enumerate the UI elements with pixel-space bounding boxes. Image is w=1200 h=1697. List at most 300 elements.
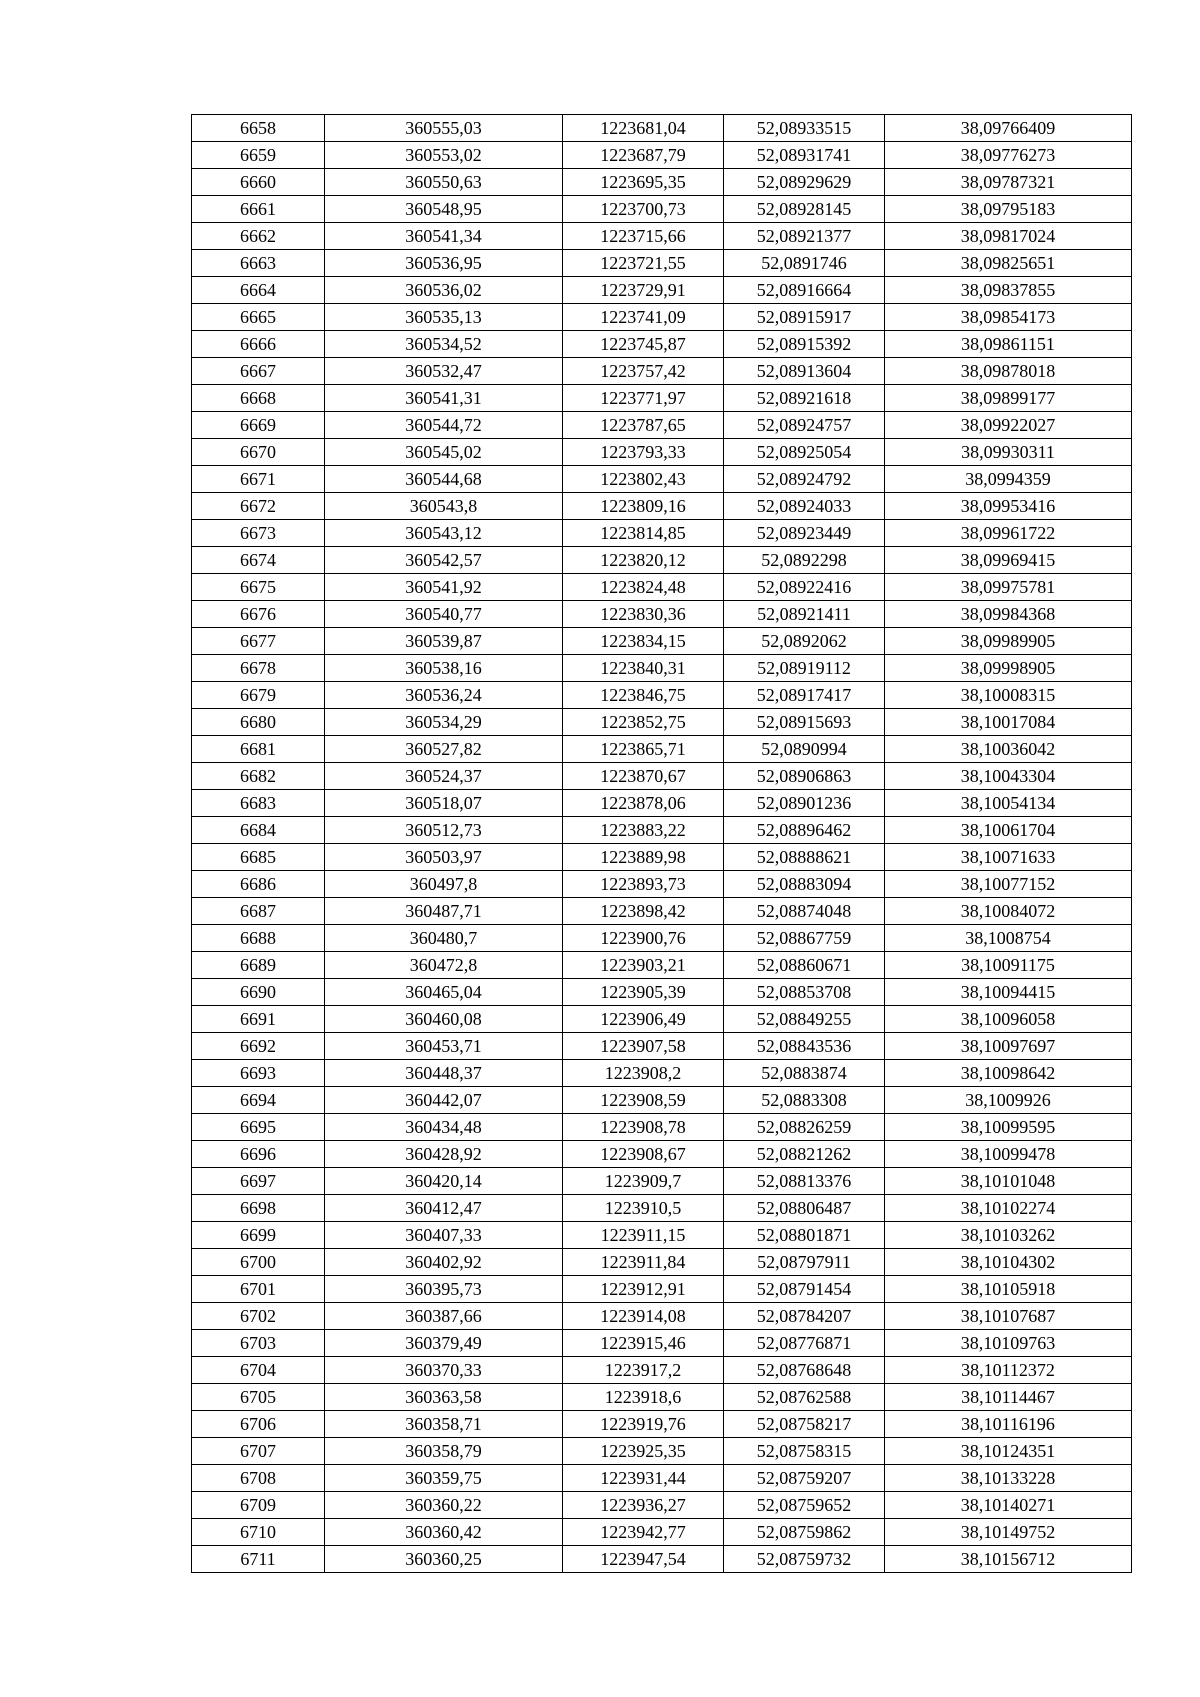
- x-coordinate-cell: 360465,04: [325, 979, 563, 1006]
- latitude-cell: 52,0892062: [724, 628, 885, 655]
- point-number-cell: 6681: [192, 736, 325, 763]
- x-coordinate-cell: 360541,34: [325, 223, 563, 250]
- longitude-cell: 38,10149752: [885, 1519, 1132, 1546]
- latitude-cell: 52,08922416: [724, 574, 885, 601]
- x-coordinate-cell: 360543,12: [325, 520, 563, 547]
- longitude-cell: 38,10096058: [885, 1006, 1132, 1033]
- x-coordinate-cell: 360360,22: [325, 1492, 563, 1519]
- point-number-cell: 6678: [192, 655, 325, 682]
- point-number-cell: 6680: [192, 709, 325, 736]
- x-coordinate-cell: 360536,24: [325, 682, 563, 709]
- point-number-cell: 6696: [192, 1141, 325, 1168]
- longitude-cell: 38,10094415: [885, 979, 1132, 1006]
- point-number-cell: 6664: [192, 277, 325, 304]
- longitude-cell: 38,10140271: [885, 1492, 1132, 1519]
- longitude-cell: 38,09766409: [885, 115, 1132, 142]
- y-coordinate-cell: 1223925,35: [563, 1438, 724, 1465]
- x-coordinate-cell: 360553,02: [325, 142, 563, 169]
- longitude-cell: 38,10071633: [885, 844, 1132, 871]
- x-coordinate-cell: 360480,7: [325, 925, 563, 952]
- point-number-cell: 6703: [192, 1330, 325, 1357]
- latitude-cell: 52,0890994: [724, 736, 885, 763]
- point-number-cell: 6695: [192, 1114, 325, 1141]
- latitude-cell: 52,08924792: [724, 466, 885, 493]
- y-coordinate-cell: 1223931,44: [563, 1465, 724, 1492]
- longitude-cell: 38,09930311: [885, 439, 1132, 466]
- point-number-cell: 6660: [192, 169, 325, 196]
- table-row: [192, 358, 1132, 385]
- longitude-cell: 38,09922027: [885, 412, 1132, 439]
- x-coordinate-cell: 360550,63: [325, 169, 563, 196]
- point-number-cell: 6689: [192, 952, 325, 979]
- x-coordinate-cell: 360402,92: [325, 1249, 563, 1276]
- y-coordinate-cell: 1223830,36: [563, 601, 724, 628]
- y-coordinate-cell: 1223865,71: [563, 736, 724, 763]
- point-number-cell: 6686: [192, 871, 325, 898]
- longitude-cell: 38,09998905: [885, 655, 1132, 682]
- longitude-cell: 38,10054134: [885, 790, 1132, 817]
- y-coordinate-cell: 1223883,22: [563, 817, 724, 844]
- x-coordinate-cell: 360370,33: [325, 1357, 563, 1384]
- y-coordinate-cell: 1223687,79: [563, 142, 724, 169]
- table-row: [192, 574, 1132, 601]
- latitude-cell: 52,08929629: [724, 169, 885, 196]
- latitude-cell: 52,08916664: [724, 277, 885, 304]
- table-row: [192, 1276, 1132, 1303]
- longitude-cell: 38,09969415: [885, 547, 1132, 574]
- table-row: [192, 1033, 1132, 1060]
- longitude-cell: 38,1009926: [885, 1087, 1132, 1114]
- point-number-cell: 6707: [192, 1438, 325, 1465]
- x-coordinate-cell: 360545,02: [325, 439, 563, 466]
- y-coordinate-cell: 1223840,31: [563, 655, 724, 682]
- x-coordinate-cell: 360448,37: [325, 1060, 563, 1087]
- latitude-cell: 52,08801871: [724, 1222, 885, 1249]
- y-coordinate-cell: 1223745,87: [563, 331, 724, 358]
- latitude-cell: 52,08924757: [724, 412, 885, 439]
- table-row: [192, 277, 1132, 304]
- y-coordinate-cell: 1223947,54: [563, 1546, 724, 1573]
- y-coordinate-cell: 1223729,91: [563, 277, 724, 304]
- longitude-cell: 38,10017084: [885, 709, 1132, 736]
- x-coordinate-cell: 360387,66: [325, 1303, 563, 1330]
- table-row: [192, 1546, 1132, 1573]
- y-coordinate-cell: 1223905,39: [563, 979, 724, 1006]
- coordinates-table: [191, 114, 1132, 1573]
- point-number-cell: 6663: [192, 250, 325, 277]
- x-coordinate-cell: 360358,71: [325, 1411, 563, 1438]
- x-coordinate-cell: 360434,48: [325, 1114, 563, 1141]
- table-row: [192, 304, 1132, 331]
- longitude-cell: 38,10101048: [885, 1168, 1132, 1195]
- longitude-cell: 38,09953416: [885, 493, 1132, 520]
- y-coordinate-cell: 1223846,75: [563, 682, 724, 709]
- latitude-cell: 52,08791454: [724, 1276, 885, 1303]
- y-coordinate-cell: 1223809,16: [563, 493, 724, 520]
- x-coordinate-cell: 360428,92: [325, 1141, 563, 1168]
- latitude-cell: 52,08860671: [724, 952, 885, 979]
- y-coordinate-cell: 1223942,77: [563, 1519, 724, 1546]
- latitude-cell: 52,08758217: [724, 1411, 885, 1438]
- y-coordinate-cell: 1223681,04: [563, 115, 724, 142]
- point-number-cell: 6677: [192, 628, 325, 655]
- point-number-cell: 6711: [192, 1546, 325, 1573]
- latitude-cell: 52,0883308: [724, 1087, 885, 1114]
- x-coordinate-cell: 360543,8: [325, 493, 563, 520]
- latitude-cell: 52,08913604: [724, 358, 885, 385]
- latitude-cell: 52,08924033: [724, 493, 885, 520]
- longitude-cell: 38,09975781: [885, 574, 1132, 601]
- latitude-cell: 52,0883874: [724, 1060, 885, 1087]
- x-coordinate-cell: 360534,52: [325, 331, 563, 358]
- table-row: [192, 1195, 1132, 1222]
- longitude-cell: 38,09899177: [885, 385, 1132, 412]
- latitude-cell: 52,08797911: [724, 1249, 885, 1276]
- longitude-cell: 38,0994359: [885, 466, 1132, 493]
- y-coordinate-cell: 1223741,09: [563, 304, 724, 331]
- point-number-cell: 6665: [192, 304, 325, 331]
- y-coordinate-cell: 1223911,84: [563, 1249, 724, 1276]
- y-coordinate-cell: 1223870,67: [563, 763, 724, 790]
- table-row: [192, 115, 1132, 142]
- point-number-cell: 6693: [192, 1060, 325, 1087]
- x-coordinate-cell: 360527,82: [325, 736, 563, 763]
- coordinates-table-body: [192, 115, 1132, 1573]
- longitude-cell: 38,09837855: [885, 277, 1132, 304]
- y-coordinate-cell: 1223695,35: [563, 169, 724, 196]
- latitude-cell: 52,08925054: [724, 439, 885, 466]
- y-coordinate-cell: 1223900,76: [563, 925, 724, 952]
- table-row: [192, 763, 1132, 790]
- point-number-cell: 6683: [192, 790, 325, 817]
- latitude-cell: 52,08758315: [724, 1438, 885, 1465]
- table-row: [192, 466, 1132, 493]
- table-row: [192, 898, 1132, 925]
- x-coordinate-cell: 360412,47: [325, 1195, 563, 1222]
- point-number-cell: 6685: [192, 844, 325, 871]
- latitude-cell: 52,08917417: [724, 682, 885, 709]
- table-row: [192, 1168, 1132, 1195]
- longitude-cell: 38,10091175: [885, 952, 1132, 979]
- latitude-cell: 52,08813376: [724, 1168, 885, 1195]
- y-coordinate-cell: 1223852,75: [563, 709, 724, 736]
- table-row: [192, 547, 1132, 574]
- x-coordinate-cell: 360359,75: [325, 1465, 563, 1492]
- longitude-cell: 38,10099595: [885, 1114, 1132, 1141]
- latitude-cell: 52,08906863: [724, 763, 885, 790]
- x-coordinate-cell: 360536,95: [325, 250, 563, 277]
- y-coordinate-cell: 1223814,85: [563, 520, 724, 547]
- longitude-cell: 38,10084072: [885, 898, 1132, 925]
- table-row: [192, 1465, 1132, 1492]
- table-row: [192, 412, 1132, 439]
- y-coordinate-cell: 1223793,33: [563, 439, 724, 466]
- point-number-cell: 6705: [192, 1384, 325, 1411]
- table-row: [192, 1087, 1132, 1114]
- table-row: [192, 493, 1132, 520]
- latitude-cell: 52,08933515: [724, 115, 885, 142]
- x-coordinate-cell: 360358,79: [325, 1438, 563, 1465]
- latitude-cell: 52,08923449: [724, 520, 885, 547]
- latitude-cell: 52,08874048: [724, 898, 885, 925]
- table-row: [192, 169, 1132, 196]
- longitude-cell: 38,09861151: [885, 331, 1132, 358]
- y-coordinate-cell: 1223889,98: [563, 844, 724, 871]
- latitude-cell: 52,08883094: [724, 871, 885, 898]
- x-coordinate-cell: 360442,07: [325, 1087, 563, 1114]
- table-row: [192, 1438, 1132, 1465]
- y-coordinate-cell: 1223918,6: [563, 1384, 724, 1411]
- latitude-cell: 52,0892298: [724, 547, 885, 574]
- x-coordinate-cell: 360360,42: [325, 1519, 563, 1546]
- table-row: [192, 1519, 1132, 1546]
- table-row: [192, 628, 1132, 655]
- table-row: [192, 871, 1132, 898]
- y-coordinate-cell: 1223917,2: [563, 1357, 724, 1384]
- table-row: [192, 520, 1132, 547]
- table-row: [192, 1492, 1132, 1519]
- table-row: [192, 844, 1132, 871]
- longitude-cell: 38,09817024: [885, 223, 1132, 250]
- latitude-cell: 52,08915392: [724, 331, 885, 358]
- longitude-cell: 38,09984368: [885, 601, 1132, 628]
- y-coordinate-cell: 1223802,43: [563, 466, 724, 493]
- latitude-cell: 52,08759207: [724, 1465, 885, 1492]
- x-coordinate-cell: 360360,25: [325, 1546, 563, 1573]
- y-coordinate-cell: 1223919,76: [563, 1411, 724, 1438]
- longitude-cell: 38,10036042: [885, 736, 1132, 763]
- y-coordinate-cell: 1223721,55: [563, 250, 724, 277]
- longitude-cell: 38,10133228: [885, 1465, 1132, 1492]
- point-number-cell: 6668: [192, 385, 325, 412]
- y-coordinate-cell: 1223757,42: [563, 358, 724, 385]
- table-row: [192, 1141, 1132, 1168]
- table-row: [192, 736, 1132, 763]
- table-row: [192, 1222, 1132, 1249]
- longitude-cell: 38,09854173: [885, 304, 1132, 331]
- latitude-cell: 52,08759652: [724, 1492, 885, 1519]
- table-row: [192, 1384, 1132, 1411]
- y-coordinate-cell: 1223820,12: [563, 547, 724, 574]
- x-coordinate-cell: 360407,33: [325, 1222, 563, 1249]
- longitude-cell: 38,10112372: [885, 1357, 1132, 1384]
- longitude-cell: 38,10107687: [885, 1303, 1132, 1330]
- point-number-cell: 6659: [192, 142, 325, 169]
- latitude-cell: 52,08867759: [724, 925, 885, 952]
- x-coordinate-cell: 360487,71: [325, 898, 563, 925]
- y-coordinate-cell: 1223907,58: [563, 1033, 724, 1060]
- point-number-cell: 6666: [192, 331, 325, 358]
- longitude-cell: 38,1008754: [885, 925, 1132, 952]
- point-number-cell: 6706: [192, 1411, 325, 1438]
- table-row: [192, 1249, 1132, 1276]
- y-coordinate-cell: 1223903,21: [563, 952, 724, 979]
- x-coordinate-cell: 360541,92: [325, 574, 563, 601]
- y-coordinate-cell: 1223911,15: [563, 1222, 724, 1249]
- x-coordinate-cell: 360379,49: [325, 1330, 563, 1357]
- point-number-cell: 6694: [192, 1087, 325, 1114]
- latitude-cell: 52,08921377: [724, 223, 885, 250]
- point-number-cell: 6682: [192, 763, 325, 790]
- point-number-cell: 6700: [192, 1249, 325, 1276]
- table-row: [192, 952, 1132, 979]
- point-number-cell: 6701: [192, 1276, 325, 1303]
- latitude-cell: 52,08826259: [724, 1114, 885, 1141]
- table-row: [192, 925, 1132, 952]
- table-row: [192, 1060, 1132, 1087]
- longitude-cell: 38,10097697: [885, 1033, 1132, 1060]
- latitude-cell: 52,08762588: [724, 1384, 885, 1411]
- point-number-cell: 6687: [192, 898, 325, 925]
- point-number-cell: 6702: [192, 1303, 325, 1330]
- table-row: [192, 250, 1132, 277]
- table-row: [192, 142, 1132, 169]
- x-coordinate-cell: 360512,73: [325, 817, 563, 844]
- y-coordinate-cell: 1223908,59: [563, 1087, 724, 1114]
- point-number-cell: 6697: [192, 1168, 325, 1195]
- longitude-cell: 38,09795183: [885, 196, 1132, 223]
- latitude-cell: 52,08776871: [724, 1330, 885, 1357]
- x-coordinate-cell: 360538,16: [325, 655, 563, 682]
- latitude-cell: 52,08784207: [724, 1303, 885, 1330]
- point-number-cell: 6709: [192, 1492, 325, 1519]
- x-coordinate-cell: 360541,31: [325, 385, 563, 412]
- x-coordinate-cell: 360460,08: [325, 1006, 563, 1033]
- y-coordinate-cell: 1223914,08: [563, 1303, 724, 1330]
- table-row: [192, 655, 1132, 682]
- y-coordinate-cell: 1223912,91: [563, 1276, 724, 1303]
- x-coordinate-cell: 360535,13: [325, 304, 563, 331]
- point-number-cell: 6676: [192, 601, 325, 628]
- point-number-cell: 6690: [192, 979, 325, 1006]
- x-coordinate-cell: 360555,03: [325, 115, 563, 142]
- table-row: [192, 385, 1132, 412]
- latitude-cell: 52,08901236: [724, 790, 885, 817]
- x-coordinate-cell: 360524,37: [325, 763, 563, 790]
- y-coordinate-cell: 1223700,73: [563, 196, 724, 223]
- latitude-cell: 52,08896462: [724, 817, 885, 844]
- x-coordinate-cell: 360544,68: [325, 466, 563, 493]
- table-row: [192, 790, 1132, 817]
- latitude-cell: 52,08921618: [724, 385, 885, 412]
- point-number-cell: 6692: [192, 1033, 325, 1060]
- x-coordinate-cell: 360548,95: [325, 196, 563, 223]
- longitude-cell: 38,10104302: [885, 1249, 1132, 1276]
- longitude-cell: 38,09776273: [885, 142, 1132, 169]
- table-row: [192, 196, 1132, 223]
- longitude-cell: 38,09825651: [885, 250, 1132, 277]
- longitude-cell: 38,10156712: [885, 1546, 1132, 1573]
- point-number-cell: 6691: [192, 1006, 325, 1033]
- y-coordinate-cell: 1223834,15: [563, 628, 724, 655]
- point-number-cell: 6699: [192, 1222, 325, 1249]
- table-row: [192, 817, 1132, 844]
- y-coordinate-cell: 1223824,48: [563, 574, 724, 601]
- latitude-cell: 52,08919112: [724, 655, 885, 682]
- table-row: [192, 1411, 1132, 1438]
- latitude-cell: 52,08915917: [724, 304, 885, 331]
- point-number-cell: 6662: [192, 223, 325, 250]
- latitude-cell: 52,08768648: [724, 1357, 885, 1384]
- latitude-cell: 52,08888621: [724, 844, 885, 871]
- point-number-cell: 6670: [192, 439, 325, 466]
- latitude-cell: 52,08849255: [724, 1006, 885, 1033]
- table-row: [192, 601, 1132, 628]
- longitude-cell: 38,09961722: [885, 520, 1132, 547]
- table-row: [192, 1303, 1132, 1330]
- y-coordinate-cell: 1223898,42: [563, 898, 724, 925]
- x-coordinate-cell: 360544,72: [325, 412, 563, 439]
- longitude-cell: 38,10008315: [885, 682, 1132, 709]
- x-coordinate-cell: 360420,14: [325, 1168, 563, 1195]
- longitude-cell: 38,10061704: [885, 817, 1132, 844]
- point-number-cell: 6674: [192, 547, 325, 574]
- point-number-cell: 6667: [192, 358, 325, 385]
- x-coordinate-cell: 360532,47: [325, 358, 563, 385]
- longitude-cell: 38,09989905: [885, 628, 1132, 655]
- point-number-cell: 6708: [192, 1465, 325, 1492]
- longitude-cell: 38,10103262: [885, 1222, 1132, 1249]
- latitude-cell: 52,08928145: [724, 196, 885, 223]
- x-coordinate-cell: 360534,29: [325, 709, 563, 736]
- longitude-cell: 38,10099478: [885, 1141, 1132, 1168]
- x-coordinate-cell: 360472,8: [325, 952, 563, 979]
- latitude-cell: 52,08806487: [724, 1195, 885, 1222]
- y-coordinate-cell: 1223878,06: [563, 790, 724, 817]
- point-number-cell: 6679: [192, 682, 325, 709]
- table-row: [192, 439, 1132, 466]
- table-row: [192, 1357, 1132, 1384]
- y-coordinate-cell: 1223908,2: [563, 1060, 724, 1087]
- x-coordinate-cell: 360542,57: [325, 547, 563, 574]
- point-number-cell: 6710: [192, 1519, 325, 1546]
- point-number-cell: 6661: [192, 196, 325, 223]
- latitude-cell: 52,08821262: [724, 1141, 885, 1168]
- latitude-cell: 52,08759732: [724, 1546, 885, 1573]
- latitude-cell: 52,08759862: [724, 1519, 885, 1546]
- x-coordinate-cell: 360453,71: [325, 1033, 563, 1060]
- x-coordinate-cell: 360395,73: [325, 1276, 563, 1303]
- longitude-cell: 38,10124351: [885, 1438, 1132, 1465]
- longitude-cell: 38,10116196: [885, 1411, 1132, 1438]
- latitude-cell: 52,08843536: [724, 1033, 885, 1060]
- y-coordinate-cell: 1223906,49: [563, 1006, 724, 1033]
- x-coordinate-cell: 360540,77: [325, 601, 563, 628]
- y-coordinate-cell: 1223908,78: [563, 1114, 724, 1141]
- latitude-cell: 52,0891746: [724, 250, 885, 277]
- point-number-cell: 6698: [192, 1195, 325, 1222]
- x-coordinate-cell: 360503,97: [325, 844, 563, 871]
- longitude-cell: 38,10105918: [885, 1276, 1132, 1303]
- latitude-cell: 52,08921411: [724, 601, 885, 628]
- latitude-cell: 52,08915693: [724, 709, 885, 736]
- point-number-cell: 6671: [192, 466, 325, 493]
- point-number-cell: 6675: [192, 574, 325, 601]
- longitude-cell: 38,10077152: [885, 871, 1132, 898]
- x-coordinate-cell: 360363,58: [325, 1384, 563, 1411]
- longitude-cell: 38,10102274: [885, 1195, 1132, 1222]
- y-coordinate-cell: 1223771,97: [563, 385, 724, 412]
- point-number-cell: 6684: [192, 817, 325, 844]
- longitude-cell: 38,10098642: [885, 1060, 1132, 1087]
- point-number-cell: 6672: [192, 493, 325, 520]
- y-coordinate-cell: 1223909,7: [563, 1168, 724, 1195]
- point-number-cell: 6673: [192, 520, 325, 547]
- latitude-cell: 52,08853708: [724, 979, 885, 1006]
- longitude-cell: 38,09787321: [885, 169, 1132, 196]
- table-row: [192, 1330, 1132, 1357]
- y-coordinate-cell: 1223910,5: [563, 1195, 724, 1222]
